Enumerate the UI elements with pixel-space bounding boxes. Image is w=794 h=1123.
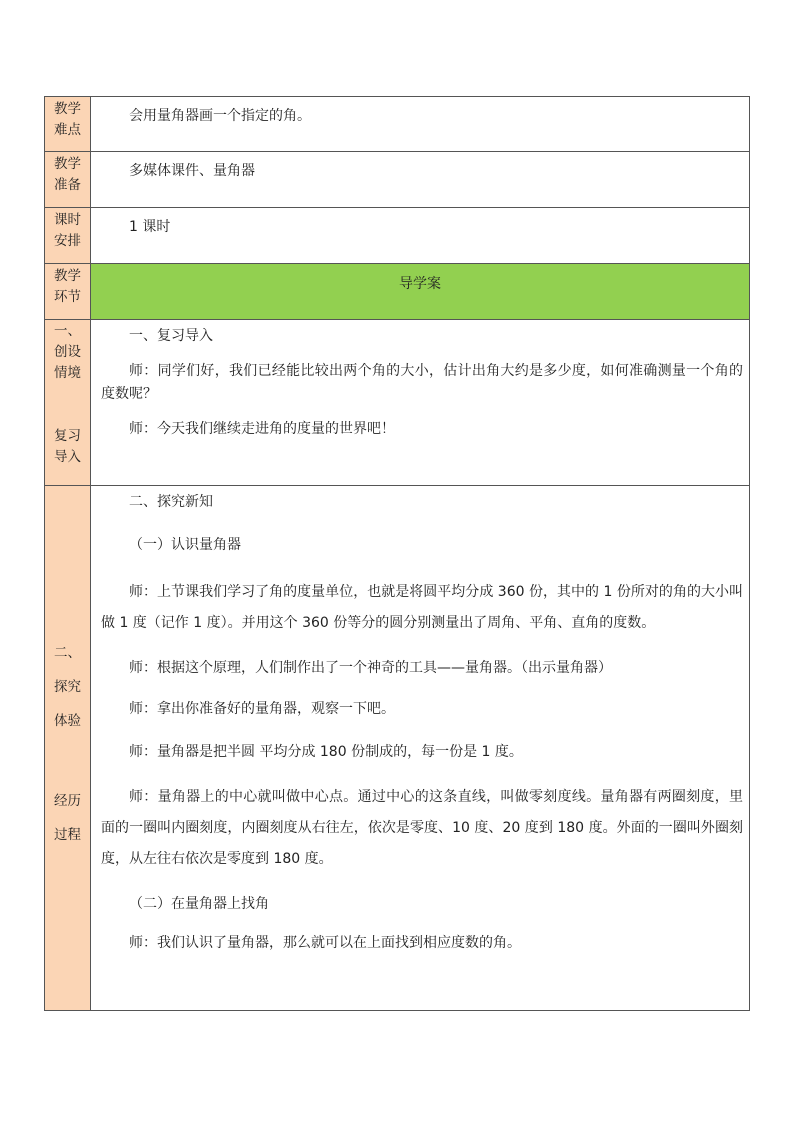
- paragraph: 师：我们认识了量角器，那么就可以在上面找到相应度数的角。: [129, 935, 521, 951]
- schedule-text: 1 课时: [129, 219, 171, 235]
- header-cell: [91, 264, 750, 320]
- paragraph: （一）认识量角器: [129, 537, 241, 553]
- label-cell: [45, 152, 91, 208]
- label-line: 经历: [54, 793, 81, 809]
- paragraph: 师：根据这个原理，人们制作出了一个神奇的工具——量角器。（出示量角器）: [129, 660, 612, 676]
- label-line-2: 准备: [54, 177, 81, 193]
- row-header: [45, 264, 750, 320]
- label-line: 复习: [54, 428, 81, 444]
- paragraph: 师：今天我们继续走进角的度量的世界吧！: [129, 421, 395, 437]
- paragraph: 师：拿出你准备好的量角器，观察一下吧。: [129, 701, 395, 717]
- label-line: 创设: [54, 344, 81, 360]
- label-line-2: 安排: [54, 233, 81, 249]
- paragraph: 师：量角器上的中心就叫做中心点。通过中心的这条直线，叫做零刻度线。量角器有两圈刻度，里面的一圈叫内圈刻度，内圈刻度从右往左，依次是零度、10 度、20 度到 180 度。外面的一圈叫外圈刻度，从左往右依次是零度到 180 度。: [101, 789, 743, 867]
- label-cell: [45, 97, 91, 152]
- label-line-1: 教学: [54, 101, 81, 117]
- section-title: 导学案: [399, 276, 441, 292]
- difficulty-text: 会用量角器画一个指定的角。: [129, 108, 311, 124]
- content-cell: [91, 320, 750, 486]
- row-schedule: [45, 208, 750, 264]
- row-section-2: [45, 486, 750, 1011]
- label-line: 导入: [54, 449, 81, 465]
- label-line-1: 课时: [54, 212, 81, 228]
- content-cell: [91, 208, 750, 264]
- label-line-2: 难点: [54, 122, 81, 138]
- label-line: 体验: [54, 713, 81, 729]
- label-line: 情境: [54, 365, 81, 381]
- lesson-plan-table: [44, 96, 750, 1011]
- label-line: 过程: [54, 827, 81, 843]
- label-line: 二、: [54, 645, 81, 661]
- paragraph: 师：量角器是把半圆 平均分成 180 份制成的，每一份是 1 度。: [129, 744, 523, 760]
- label-cell: [45, 208, 91, 264]
- content-cell: [91, 97, 750, 152]
- paragraph: 师：同学们好，我们已经能比较出两个角的大小，估计出角大约是多少度，如何准确测量一个角的度数呢？: [101, 363, 743, 402]
- content-cell: [91, 486, 750, 1011]
- paragraph: 二、探究新知: [129, 494, 213, 510]
- paragraph: 一、复习导入: [129, 328, 213, 344]
- row-difficulty: [45, 97, 750, 152]
- preparation-text: 多媒体课件、量角器: [129, 163, 255, 179]
- label-line: 探究: [54, 679, 81, 695]
- label-cell: [45, 264, 91, 320]
- paragraph: 师：上节课我们学习了角的度量单位，也就是将圆平均分成 360 份，其中的 1 份所对的角的大小叫做 1 度（记作 1 度）。并用这个 360 份等分的圆分别测量出了周角、平角、直角的度数。: [101, 584, 743, 631]
- row-preparation: [45, 152, 750, 208]
- label-line-1: 教学: [54, 156, 81, 172]
- label-line-2: 环节: [54, 289, 81, 305]
- row-section-1: [45, 320, 750, 486]
- label-line: 一、: [54, 323, 81, 339]
- label-cell: [45, 320, 91, 486]
- label-cell: [45, 486, 91, 1011]
- paragraph: （二）在量角器上找角: [129, 896, 269, 912]
- content-cell: [91, 152, 750, 208]
- label-line-1: 教学: [54, 268, 81, 284]
